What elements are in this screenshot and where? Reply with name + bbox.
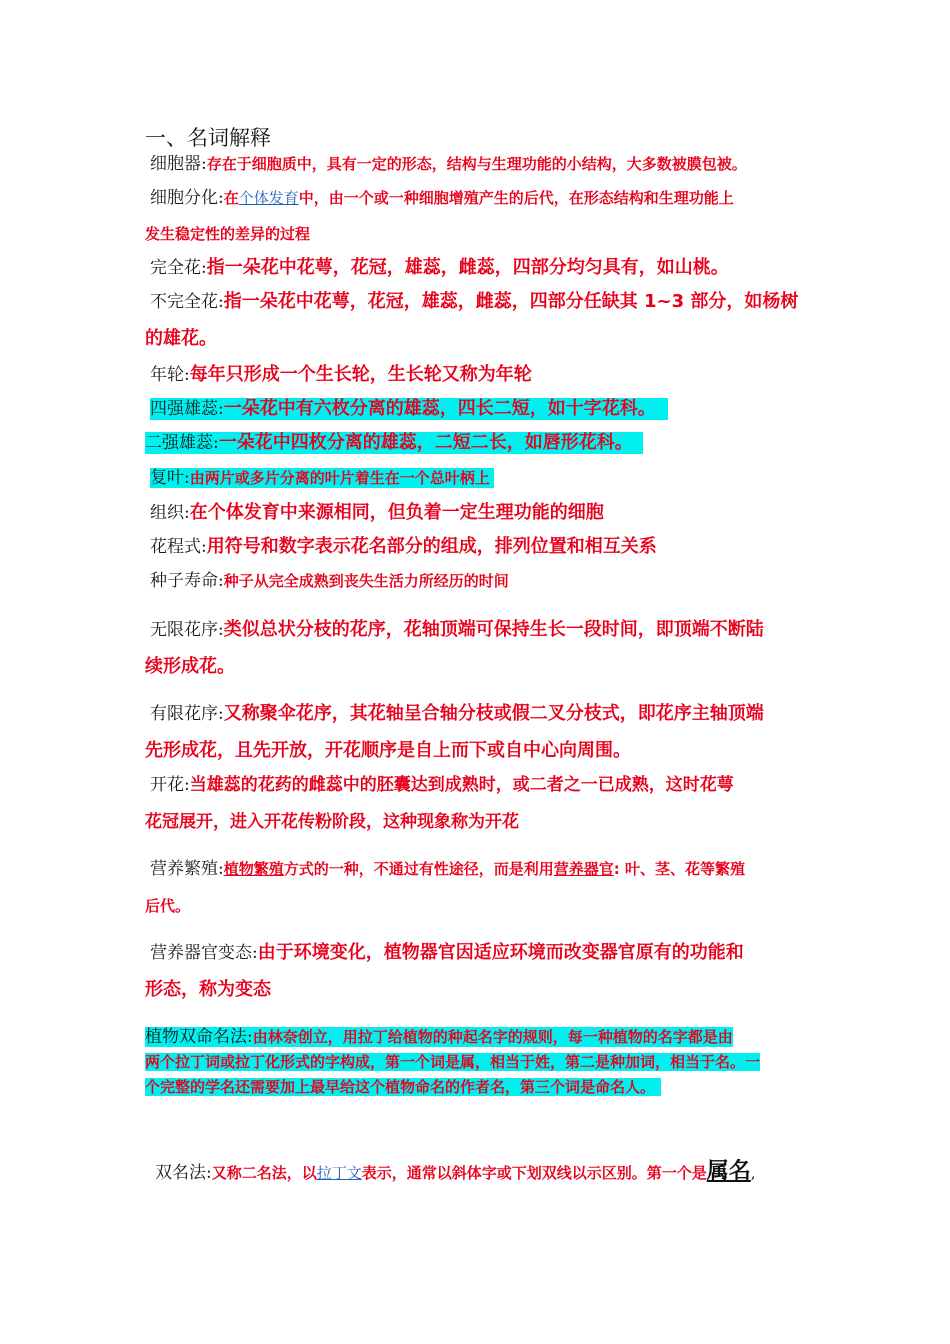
definition-continuation: 先形成花，且先开放，开花顺序是自上而下或自中心向周围。 <box>145 740 631 761</box>
term-label: 营养繁殖: <box>150 859 224 879</box>
entry-annual-ring <box>150 364 532 386</box>
entry-tissue <box>150 502 604 524</box>
entry-binomial <box>155 1158 756 1184</box>
entry-binomial-plant <box>145 1027 733 1047</box>
term-label: 开花: <box>150 775 190 795</box>
definition-text: 一朵花中四枚分离的雄蕊，二短二长，如唇形花科。 <box>218 432 633 453</box>
definition-text: 一朵花中有六枚分离的雄蕊，四长二短，如十字花科。 <box>223 398 656 419</box>
term-label: 细胞器: <box>150 154 207 174</box>
definition-text: 指一朵花中花萼，花冠，雄蕊，雌蕊，四部分均匀具有，如山桃。 <box>206 257 729 278</box>
term-label: 细胞分化: <box>150 188 224 208</box>
definition-continuation: 的雄花。 <box>145 328 217 349</box>
term-label: 无限花序: <box>150 620 224 640</box>
definition-text: 表示，通常以斜体字或下划双线以示区别。第一个是 <box>361 1164 707 1182</box>
definition-text: : 叶、茎、花等繁殖 <box>613 860 746 878</box>
page-title: 一、名词解释 <box>145 126 271 150</box>
term-label: 营养器官变态: <box>150 943 258 963</box>
entry-compound-leaf <box>150 468 494 488</box>
entry-vegetative-propagation <box>150 859 745 879</box>
definition-text: 中，由一个或一种细胞增殖产生的后代，在形态结构和生理功能上 <box>298 189 734 207</box>
entry-anthesis <box>150 775 734 795</box>
entry-definite-inflorescence <box>150 703 764 725</box>
definition-text: 又称聚伞花序，其花轴呈合轴分枝或假二叉分枝式，即花序主轴顶端 <box>223 703 764 724</box>
entry-seed-longevity <box>150 571 509 591</box>
link-latin[interactable]: 拉丁文 <box>316 1164 362 1182</box>
term-label: 二强雄蕊: <box>145 433 219 453</box>
entry-floral-formula <box>150 536 657 558</box>
definition-continuation: 两个拉丁词或拉丁化形式的字构成，第一个词是属，相当于姓，第二是种加词，相当于名。一 <box>145 1053 761 1071</box>
term-label: 复叶: <box>150 468 190 488</box>
link-plant-propagation[interactable]: 植物繁殖 <box>223 860 284 878</box>
definition-text: 又称二名法，以 <box>211 1164 317 1182</box>
entry-incomplete-flower <box>150 291 798 313</box>
term-label: 双名法: <box>155 1163 212 1183</box>
term-label: 四强雄蕊: <box>150 399 224 419</box>
entry-organ-metamorphosis <box>150 942 744 964</box>
definition-continuation: 后代。 <box>145 897 191 915</box>
entry-organelle <box>150 154 747 174</box>
punctuation: , <box>750 1164 756 1182</box>
definition-text: 指一朵花中花萼，花冠，雄蕊，雌蕊，四部分任缺其 1~3 部分，如杨树 <box>223 291 799 312</box>
definition-text: 每年只形成一个生长轮，生长轮又称为年轮 <box>189 364 532 385</box>
entry-indefinite-inflorescence <box>150 619 764 641</box>
definition-text: 在 <box>223 189 239 207</box>
definition-text: 存在于细胞质中，具有一定的形态，结构与生理功能的小结构，大多数被膜包被。 <box>206 155 747 173</box>
link-individual-development[interactable]: 个体发育 <box>238 189 299 207</box>
definition-text: 由两片或多片分离的叶片着生在一个总叶柄上 <box>189 469 490 487</box>
term-label: 种子寿命: <box>150 571 224 591</box>
definition-continuation: 花冠展开，进入开花传粉阶段，这种现象称为开花 <box>145 812 519 832</box>
genus-name-emphasis: 属名 <box>706 1158 751 1184</box>
definition-continuation: 形态，称为变态 <box>145 979 271 1000</box>
definition-text: 种子从完全成熟到丧失生活力所经历的时间 <box>223 572 509 590</box>
term-label: 完全花: <box>150 258 207 278</box>
term-label: 植物双命名法: <box>145 1027 253 1047</box>
link-vegetative-organ[interactable]: 营养器官 <box>553 860 614 878</box>
definition-text: 用符号和数字表示花名部分的组成，排列位置和相互关系 <box>206 536 657 557</box>
entry-didynamous <box>145 432 643 454</box>
definition-text: 由林奈创立，用拉丁给植物的种起名字的规则，每一种植物的名字都是由 <box>252 1028 733 1046</box>
definition-text: 当雄蕊的花药的雌蕊中的胚囊达到成熟时，或二者之一已成熟，这时花萼 <box>189 775 734 795</box>
definition-text: 类似总状分枝的花序，花轴顶端可保持生长一段时间，即顶端不断陆 <box>223 619 764 640</box>
term-label: 有限花序: <box>150 704 224 724</box>
definition-continuation: 发生稳定性的差异的过程 <box>145 225 311 243</box>
entry-tetradynamous <box>150 398 668 420</box>
entry-complete-flower <box>150 257 729 279</box>
term-label: 组织: <box>150 503 190 523</box>
definition-continuation: 续形成花。 <box>145 656 235 677</box>
entry-differentiation <box>150 188 734 208</box>
term-label: 年轮: <box>150 365 190 385</box>
definition-text: 由于环境变化，植物器官因适应环境而改变器官原有的功能和 <box>257 942 744 963</box>
term-label: 不完全花: <box>150 292 224 312</box>
definition-text: 在个体发育中来源相同，但负着一定生理功能的细胞 <box>189 502 604 523</box>
definition-text: 方式的一种，不通过有性途径，而是利用 <box>283 860 554 878</box>
term-label: 花程式: <box>150 537 207 557</box>
definition-continuation: 个完整的学名还需要加上最早给这个植物命名的作者名，第三个词是命名人。 <box>145 1078 661 1096</box>
